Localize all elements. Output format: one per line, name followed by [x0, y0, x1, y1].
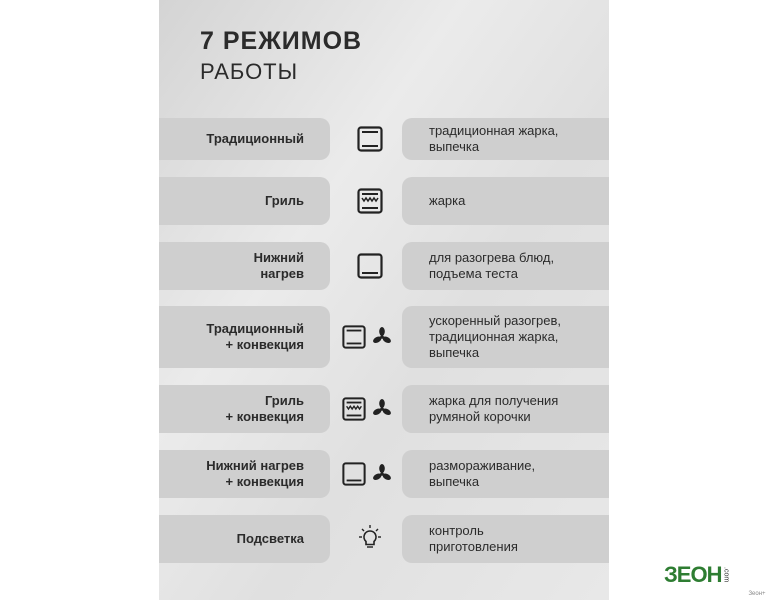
- mode-name: Подсветка: [159, 515, 330, 563]
- mode-row: [159, 450, 609, 498]
- mode-icon-group: [345, 118, 395, 160]
- fan-icon: [372, 327, 392, 347]
- mode-description: жарка для получения румяной корочки: [402, 385, 609, 433]
- fan-icon: [372, 399, 392, 419]
- mode-icon-group: [345, 177, 395, 225]
- mode-description: ускоренный разогрев, традиционная жарка, выпечка: [402, 306, 609, 368]
- mode-name: Традиционный: [159, 118, 330, 160]
- lamp-icon: [355, 524, 385, 554]
- grill-icon: [357, 188, 383, 214]
- mode-name: Гриль + конвекция: [159, 385, 330, 433]
- mode-name: Традиционный + конвекция: [159, 306, 330, 368]
- bottom-heat-icon: [342, 462, 366, 486]
- mode-name: Нижний нагрев + конвекция: [159, 450, 330, 498]
- mode-row: [159, 306, 609, 368]
- bottom-heat-icon: [357, 253, 383, 279]
- mode-description: контроль приготовления: [402, 515, 609, 563]
- brand-name: ЗЕОН: [664, 562, 722, 587]
- mode-icon-group: [339, 306, 395, 368]
- oven-icon: [357, 126, 383, 152]
- mode-name: Нижний нагрев: [159, 242, 330, 290]
- grill-icon: [342, 397, 366, 421]
- mode-icon-group: [345, 515, 395, 563]
- mode-icon-group: [339, 450, 395, 498]
- oven-icon: [342, 325, 366, 349]
- mode-icon-group: [345, 242, 395, 290]
- mode-description: размораживание, выпечка: [402, 450, 609, 498]
- mode-description: традиционная жарка, выпечка: [402, 118, 609, 160]
- mode-name: Гриль: [159, 177, 330, 225]
- mode-row: [159, 118, 609, 160]
- mode-description: жарка: [402, 177, 609, 225]
- mode-row: [159, 515, 609, 563]
- brand-logo: [664, 562, 729, 588]
- fan-icon: [372, 464, 392, 484]
- watermark: Зеон+: [741, 589, 773, 599]
- mode-row: [159, 242, 609, 290]
- page-title: [200, 28, 362, 84]
- title-line-1: 7 РЕЖИМОВ: [200, 27, 363, 55]
- title-line-2: РАБОТЫ: [200, 58, 299, 84]
- mode-row: [159, 177, 609, 225]
- mode-description: для разогрева блюд, подъема теста: [402, 242, 609, 290]
- mode-icon-group: [339, 385, 395, 433]
- brand-tld: .com: [722, 567, 730, 583]
- mode-row: [159, 385, 609, 433]
